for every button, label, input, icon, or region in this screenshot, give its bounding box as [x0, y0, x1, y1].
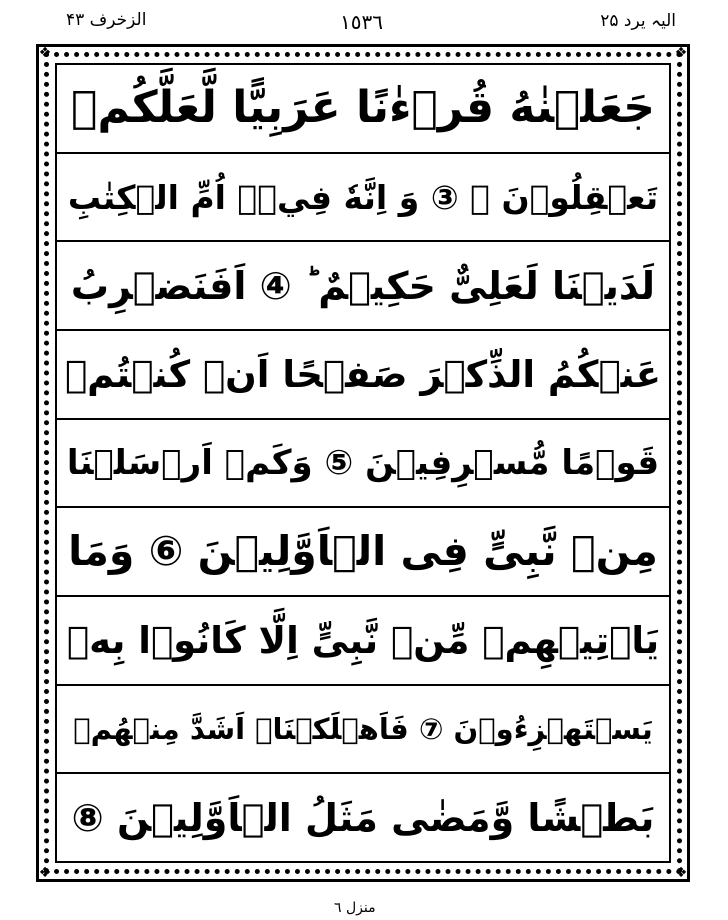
- corner-ornament-icon: ❖: [674, 865, 688, 881]
- verse-line: [57, 774, 669, 861]
- verse-line: [57, 331, 669, 420]
- surah-name: الزخرف ۴۳: [66, 10, 147, 30]
- corner-ornament-icon: ❖: [38, 865, 52, 881]
- verse-line-text: عَنۡكُمُ الذِّكۡرَ صَفۡحًا اَنۡ كُنۡتُمۡ: [64, 352, 662, 396]
- corner-ornament-icon: ❖: [674, 45, 688, 61]
- verse-line: [57, 597, 669, 686]
- corner-ornament-icon: ❖: [38, 45, 52, 61]
- page-footer: [0, 900, 728, 920]
- verse-line: [57, 65, 669, 154]
- page-header: [0, 0, 728, 46]
- verse-line-text: جَعَلۡنٰهُ قُرۡءٰنًا عَرَبِيًّا لَّعَلَّكُمۡ: [71, 82, 655, 134]
- verse-line-text: قَوۡمًا مُّسۡرِفِيۡنَ ⑤ وَكَمۡ اَرۡسَلۡنَا: [66, 443, 660, 484]
- verse-line: [57, 154, 669, 243]
- juz-name: الیہ یرد ۲۵: [600, 11, 676, 31]
- verse-line: [57, 686, 669, 775]
- verse-line: [57, 242, 669, 331]
- verse-line-text: لَدَيۡنَا لَعَلِىٌّ حَكِيۡمٌ ؕ ④ اَفَنَضۡرِبُ: [70, 263, 656, 308]
- verse-lines: [57, 65, 669, 861]
- verse-line-text: يَاۡتِيۡهِمۡ مِّنۡ نَّبِىٍّ اِلَّا كَانُوۡا بِهٖ: [66, 618, 660, 662]
- verse-line: [57, 420, 669, 509]
- manzil-label: منزل ٦: [334, 900, 376, 916]
- page-number: ١٥٣٦: [340, 10, 383, 34]
- verse-line-text: بَطۡشًا وَّمَضٰى مَثَلُ الۡاَوَّلِيۡنَ ⑧: [71, 795, 655, 840]
- verse-line: [57, 508, 669, 597]
- verse-line-text: مِنۡ نَّبِىٍّ فِى الۡاَوَّلِيۡنَ ⑥ وَمَا: [68, 527, 658, 576]
- verse-line-text: تَعۡقِلُوۡنَ ۚ ③ وَ اِنَّهٗ فِيۡۤ اُمِّ الۡكِتٰبِ: [67, 177, 659, 217]
- verse-line-text: يَسۡتَهۡزِءُوۡنَ ⑦ فَاَهۡلَكۡنَاۤ اَشَدَّ مِنۡهُمۡ: [73, 711, 653, 746]
